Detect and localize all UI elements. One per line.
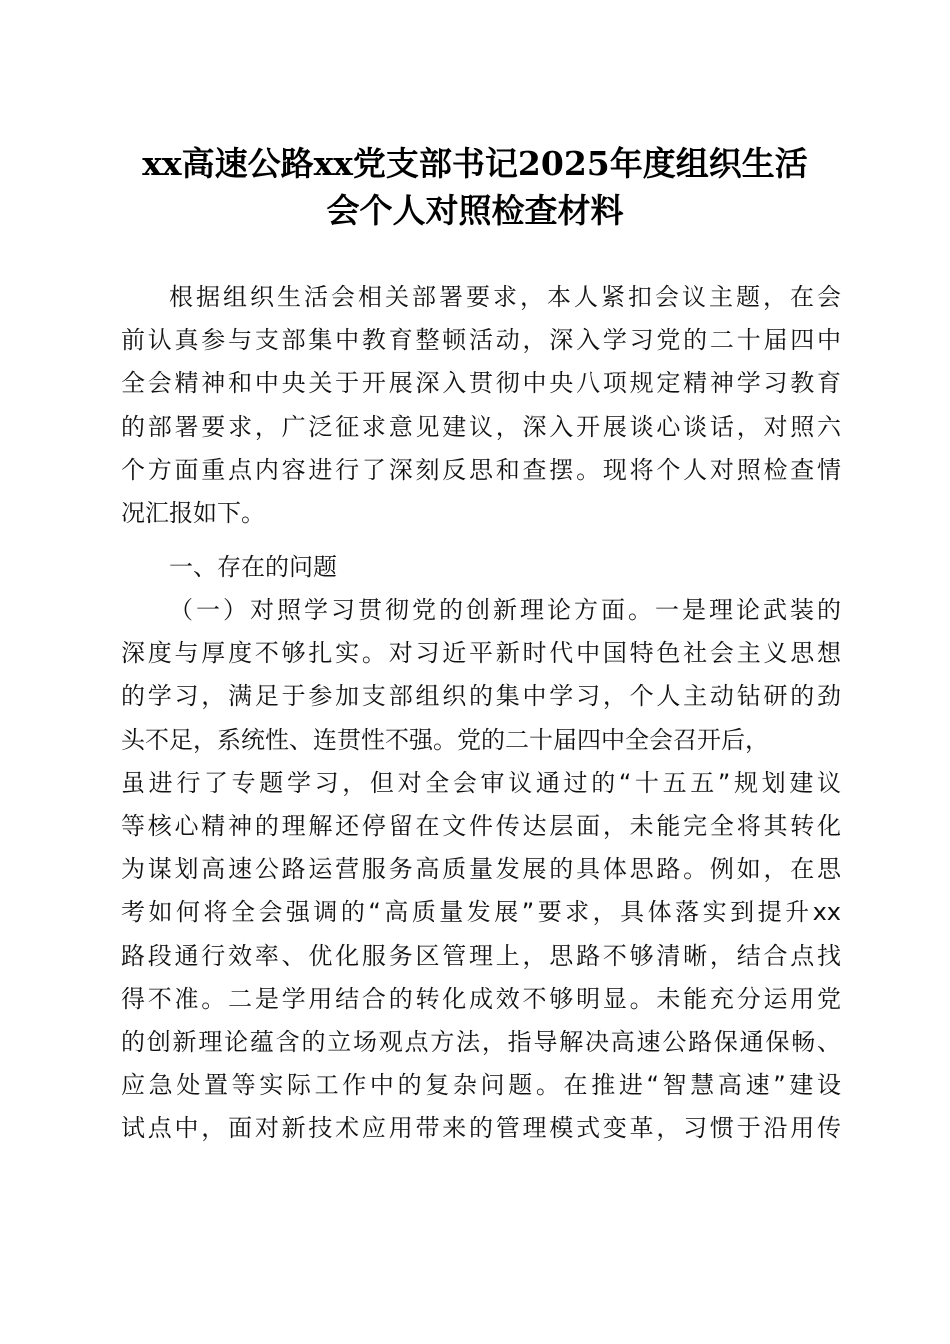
title-line-1: xx高速公路xx党支部书记2025年度组织生活 [142, 144, 808, 183]
section-line: 为谋划高速公路运营服务高质量发展的具体思路。例如，在思 [121, 855, 841, 884]
document-title [100, 140, 850, 234]
intro-line: 全会精神和中央关于开展深入贯彻中央八项规定精神学习教育 [121, 369, 841, 398]
section-heading-text: 一、存在的问题 [169, 553, 337, 581]
section-line: （一）对照学习贯彻党的创新理论方面。一是理论武装的 [169, 596, 841, 624]
intro-line: 根据组织生活会相关部署要求，本人紧扣会议主题，在会 [169, 283, 841, 311]
section-line: 考如何将全会强调的“高质量发展”要求，具体落实到提升xx [121, 898, 841, 927]
intro-paragraph [121, 276, 841, 535]
section-line: 得不准。二是学用结合的转化成效不够明显。未能充分运用党 [121, 984, 841, 1013]
intro-line: 前认真参与支部集中教育整顿活动，深入学习党的二十届四中 [121, 326, 841, 355]
intro-line: 的部署要求，广泛征求意见建议，深入开展谈心谈话，对照六 [121, 412, 841, 441]
section-line: 的学习，满足于参加支部组织的集中学习，个人主动钻研的劲 [121, 682, 841, 711]
section-line: 应急处置等实际工作中的复杂问题。在推进“智慧高速”建设 [121, 1071, 841, 1100]
section-line: 等核心精神的理解还停留在文件传达层面，未能完全将其转化 [121, 811, 841, 840]
section-paragraph [121, 589, 841, 1150]
intro-line: 况汇报如下。 [121, 498, 265, 527]
intro-line: 个方面重点内容进行了深刻反思和查摆。现将个人对照检查情 [121, 455, 841, 484]
section-line: 的创新理论蕴含的立场观点方法，指导解决高速公路保通保畅、 [121, 1027, 841, 1056]
section-line: 路段通行效率、优化服务区管理上，思路不够清晰，结合点找 [121, 941, 841, 970]
title-line-2: 会个人对照检查材料 [326, 191, 624, 230]
section-line: 虽进行了专题学习，但对全会审议通过的“十五五”规划建议 [121, 768, 841, 797]
section-line: 头不足，系统性、连贯性不强。党的二十届四中全会召开后， [121, 725, 769, 754]
section-heading [169, 546, 889, 589]
section-line: 试点中，面对新技术应用带来的管理模式变革，习惯于沿用传 [121, 1114, 841, 1143]
section-line: 深度与厚度不够扎实。对习近平新时代中国特色社会主义思想 [121, 639, 841, 668]
